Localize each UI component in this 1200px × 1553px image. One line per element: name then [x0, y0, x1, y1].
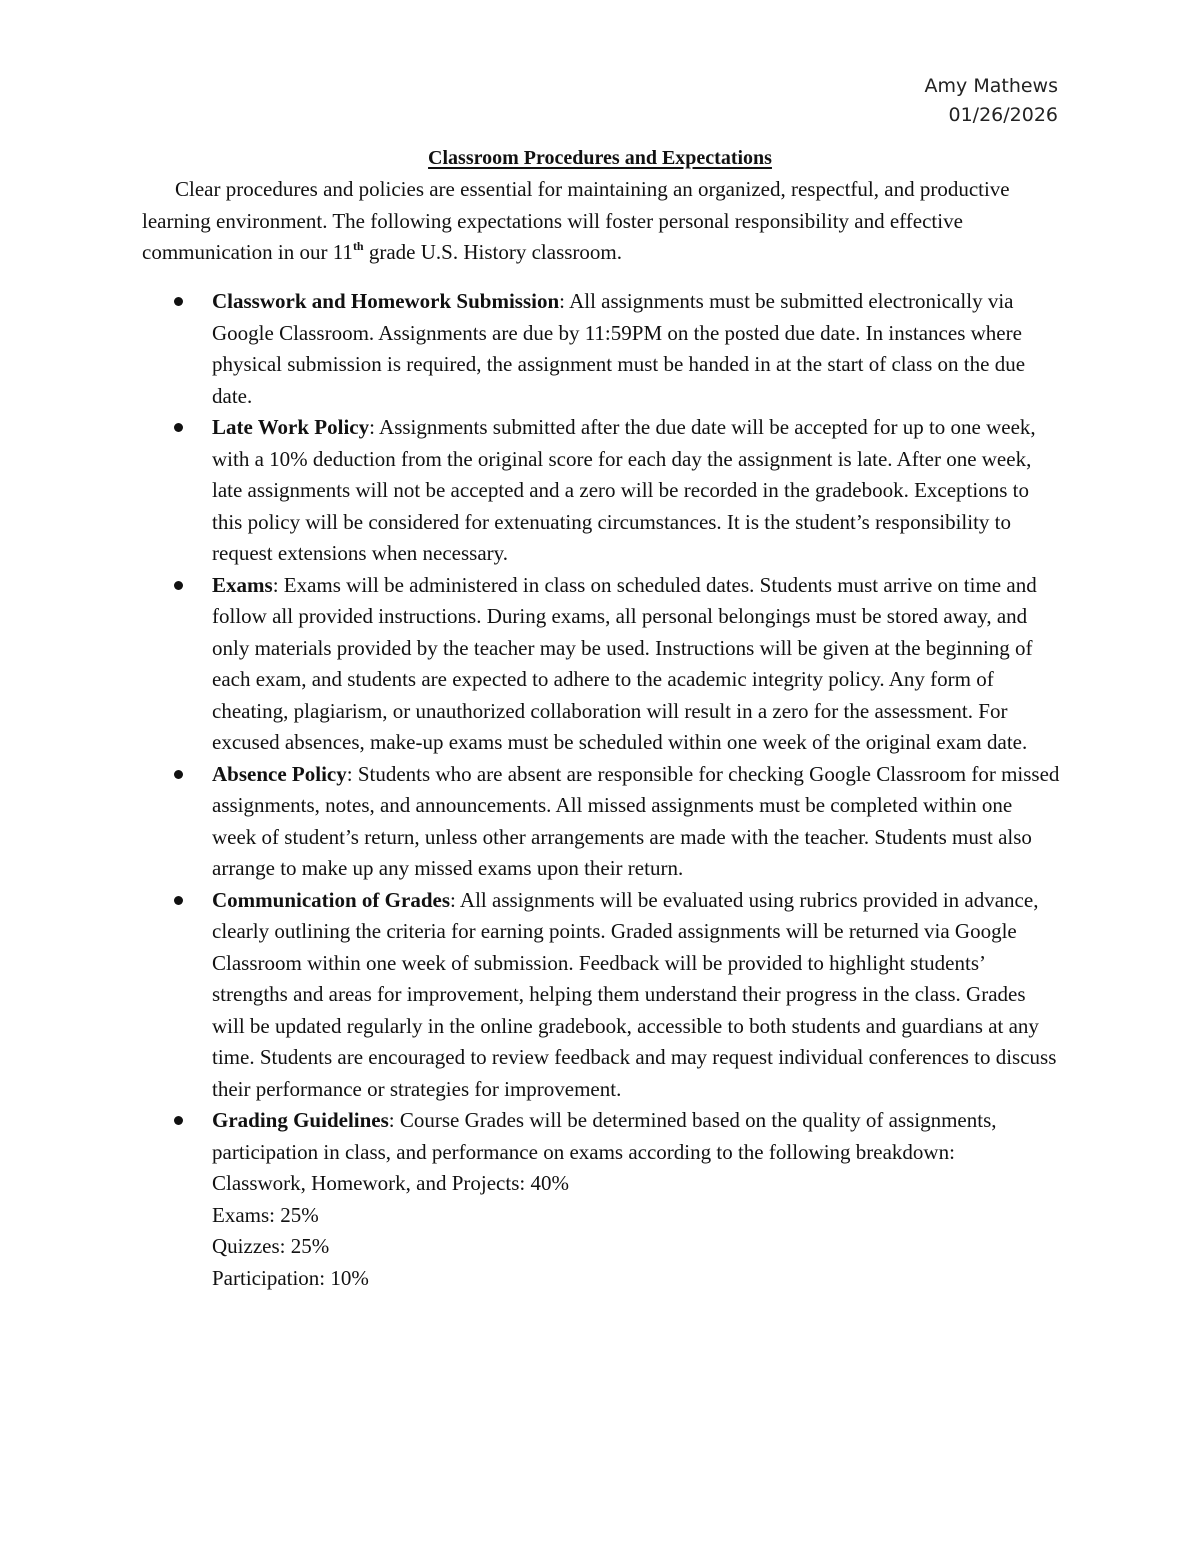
item-text: : All assignments will be evaluated using rubrics provided in advance, clearly outlining the criteria for earning points. Graded assignments will be returned via Google Classroom within one week of submission. Feedback will be provided to highlight students’ strengths and areas for improvement, helping them understand their progress in the class. Grades will be updated regularly in the online gradebook, accessible to both students and guardians at any time. Students are encouraged to review feedback and may request individual conferences to discuss their performance or strategies for improvement. — [212, 887, 1057, 1101]
item-text: : Assignments submitted after the due date will be accepted for up to one week, with a 10% deduction from the original score for each day the assignment is late. After one week, late assignments will not be accepted and a zero will be recorded in the gradebook. Exceptions to this policy will be considered for extenuating circumstances. It is the student’s responsibility to request extensions when necessary. — [212, 415, 1036, 565]
bullet-icon — [174, 423, 183, 432]
bullet-icon — [174, 1116, 183, 1125]
document-title: Classroom Procedures and Expectations — [428, 147, 772, 169]
grade-breakdown-line: Quizzes: 25% — [212, 1234, 330, 1258]
intro-text-start: Clear procedures and policies are essential for maintaining an organized, respectful, and productive learning environment. The following expectations will foster personal responsibility and effective communication in our 11 — [142, 177, 1010, 264]
item-heading: Classwork and Homework Submission — [212, 289, 560, 313]
author-name: Amy Mathews — [924, 75, 1058, 97]
item-heading: Absence Policy — [212, 761, 347, 786]
list-item-late-work — [142, 412, 1060, 570]
intro-text-end: grade U.S. History classroom. — [363, 240, 622, 264]
ordinal-suffix: th — [352, 239, 364, 253]
item-heading: Communication of Grades — [212, 887, 450, 912]
grade-breakdown-line: Participation: 10% — [212, 1265, 369, 1290]
bullet-icon — [174, 770, 183, 779]
item-text: : Course Grades will be determined based on the quality of assignments, participation in class, and performance on exams according to the following breakdown: — [212, 1108, 997, 1164]
bullet-icon — [174, 581, 183, 590]
list-item-absence — [142, 759, 1060, 885]
list-item-grades-communication — [142, 885, 1060, 1106]
item-text: : Students who are absent are responsible for checking Google Classroom for missed assignments, notes, and announcements. All missed assignments must be completed within one week of student’s return, unless other arrangements are made with the teacher. Students must also arrange to make up any missed exams upon their return. — [212, 761, 1060, 880]
grade-breakdown-line: Classwork, Homework, and Projects: 40% — [212, 1171, 569, 1195]
document-date: 01/26/2026 — [948, 104, 1058, 126]
list-item-submission — [142, 286, 1060, 412]
list-item-grading-guidelines — [142, 1105, 1060, 1294]
item-text: : Exams will be administered in class on scheduled dates. Students must arrive on time and follow all provided instructions. During exams, all personal belongings must be stored away, and only materials provided by the teacher may be used. Instructions will be given at the beginning of each exam, and students are expected to adhere to the academic integrity policy. Any form of cheating, plagiarism, or unauthorized collaboration will result in a zero for the assessment. For excused absences, make-up exams must be scheduled within one week of the original exam date. — [212, 572, 1037, 754]
expectations-list — [142, 286, 1060, 1294]
bullet-icon — [174, 896, 183, 905]
list-item-exams — [142, 570, 1060, 759]
bullet-icon — [174, 297, 183, 306]
grade-breakdown-line: Exams: 25% — [212, 1202, 319, 1227]
item-heading: Late Work Policy — [212, 415, 370, 439]
item-text: : All assignments must be submitted electronically via Google Classroom. Assignments are due by 11:59PM on the posted due date. In instances where physical submission is required, the assignment must be handed in at the start of class on the due date. — [212, 289, 1026, 408]
document-header — [925, 72, 1058, 130]
item-heading: Exams — [212, 572, 273, 597]
intro-paragraph — [142, 174, 1060, 269]
item-heading: Grading Guidelines — [212, 1108, 389, 1132]
